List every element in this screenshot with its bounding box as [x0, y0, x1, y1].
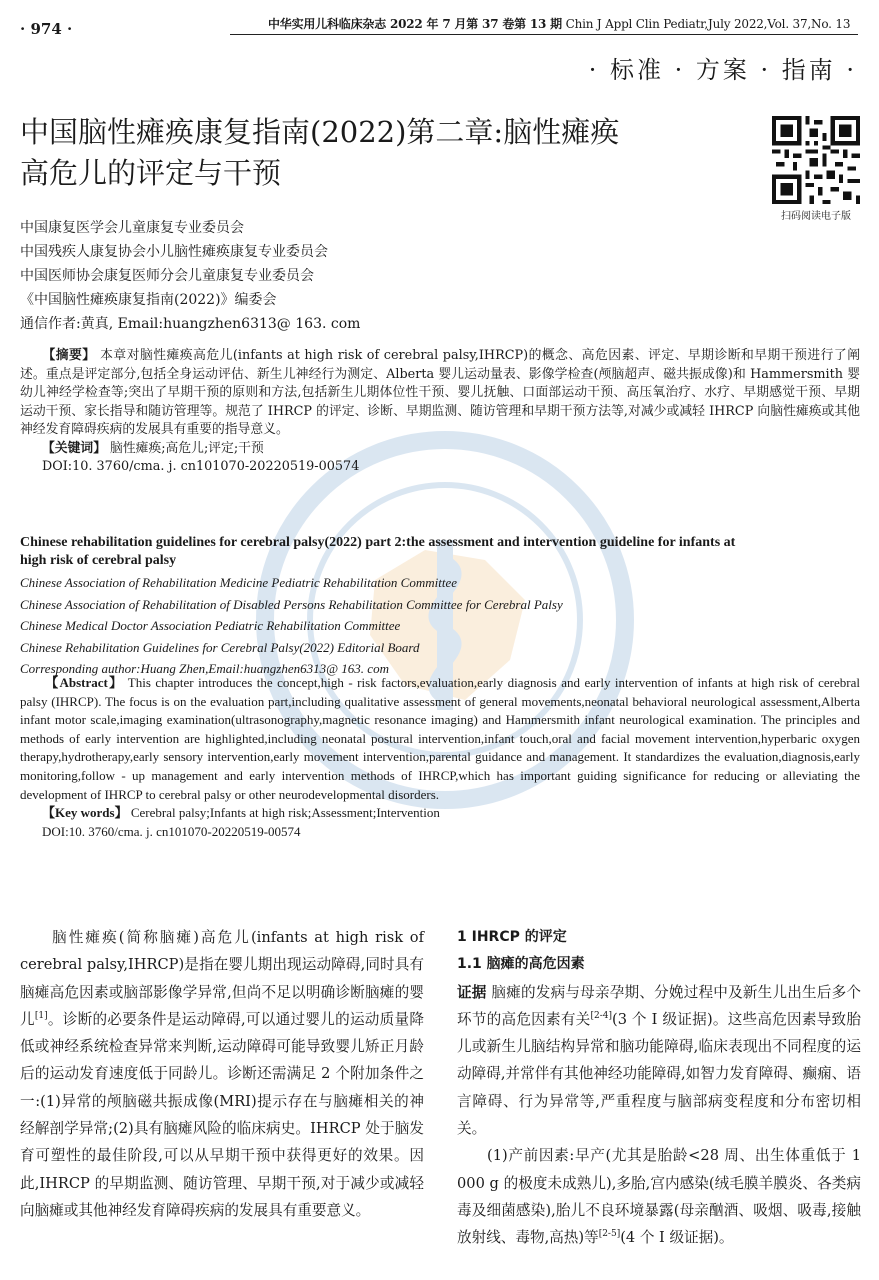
body-column-left: [20, 924, 424, 1224]
intro-text-b: 。诊断的必要条件是运动障碍,可以通过婴儿的运动质量降低或神经系统检查异常来判断,运动障碍可能导致婴儿矫正月龄后的运动发育速度低于同龄儿。诊断还需满足 2 个附加条件之一:(1)异常的颅脑磁共振成像(MRI)提示存在与脑瘫相关的神经解剖学异常;(2)具有脑瘫风险的临床病史。IHRCP 处于脑发育可塑性的最佳阶段,可以从早期干预中获得更好的效果。因此,IHRCP 的早期监测、随访管理、早期干预,对于减少或减轻向脑瘫或其他神经发育障碍疾病的发展具有重要意义。: [20, 1010, 424, 1219]
article-title-line1: 中国脑性瘫痪康复指南(2022)第二章:脑性瘫痪: [20, 115, 620, 149]
en-doi[interactable]: DOI:10. 3760/cma. j. cn101070-20220519-00574: [42, 823, 301, 839]
en-abstract: [20, 674, 860, 841]
evidence-paragraph: [457, 979, 861, 1143]
cn-abstract-text: 本章对脑性瘫痪高危儿(infants at high risk of cerebral palsy,IHRCP)的概念、高危因素、评定、早期诊断和早期干预进行了阐述。重点是评定部分,包括全身运动评估、新生儿神经行为测定、Alberta 婴儿运动量表、影像学检查(颅脑超声、磁共振成像)和 Hammersmith 婴幼儿神经学检查等;突出了早期干预的原则和方法,包括新生儿期体位性干预、婴儿抚触、口面部运动干预、高压氧治疗、水疗、早期感觉干预、早期运动干预、家长指导和随访管理等。规范了 IHRCP 的评定、诊断、早期监测、随访管理和早期干预方法等,对减少或减轻 IHRCP 向脑性瘫痪或其他神经发育障碍疾病的发展具有重要的指导意义。: [20, 348, 861, 437]
page-number: · 974 ·: [20, 20, 73, 38]
en-keywords-text: Cerebral palsy;Infants at high risk;Assessment;Intervention: [127, 805, 440, 821]
citation-ref-1[interactable]: [1]: [34, 1011, 48, 1022]
en-org-3: Chinese Medical Doctor Association Pediatric Rehabilitation Committee: [20, 618, 401, 633]
article-title-line2: 高危儿的评定与干预: [20, 155, 282, 190]
en-keywords-label: 【Key words】: [42, 805, 128, 821]
header-rule: [230, 34, 858, 35]
author-org-1: 中国康复医学会儿童康复专业委员会: [20, 220, 244, 236]
en-org-4: Chinese Rehabilitation Guidelines for Cerebral Palsy(2022) Editorial Board: [20, 639, 420, 655]
intro-text-a: 脑性瘫痪(简称脑瘫)高危儿(infants at high risk of cerebral palsy,IHRCP)是指在婴儿期出现运动障碍,同时具有脑瘫高危因素或脑部影像学异常,但尚不足以明确诊断脑瘫的婴儿: [20, 929, 424, 1028]
cn-keywords: [20, 440, 860, 459]
en-corresponding-author: Corresponding author:Huang Zhen,Email:huangzhen6313@ 163. com: [20, 661, 389, 676]
prenatal-text-b: (4 个 Ⅰ 级证据)。: [620, 1229, 734, 1247]
section-label: · 标准 · 方案 · 指南 ·: [588, 56, 857, 84]
citation-ref-2-4[interactable]: [2-4]: [590, 1011, 613, 1022]
article-title: [20, 112, 760, 193]
evidence-text-a: 脑瘫的发病与母亲孕期、分娩过程中及新生儿出生后多个环节的高危因素有关: [457, 983, 861, 1028]
en-org-1: Chinese Association of Rehabilitation Medicine Pediatric Rehabilitation Committee: [20, 575, 457, 590]
cn-doi[interactable]: DOI:10. 3760/cma. j. cn101070-20220519-00574: [42, 459, 360, 474]
section-heading-1-1: 1.1 脑瘫的高危因素: [457, 956, 585, 973]
citation-ref-2-5[interactable]: [2-5]: [598, 1229, 621, 1240]
cn-abstract-body: [20, 347, 860, 440]
author-org-2: 中国残疾人康复协会小儿脑性瘫痪康复专业委员会: [20, 244, 328, 260]
evidence-text-b: (3 个 Ⅰ 级证据)。这些高危因素导致胎儿或新生儿脑结构异常和脑功能障碍,临床表现出不同程度的运动障碍,并常伴有其他神经功能障碍,如智力发育障碍、癫痫、语言障碍、行为异常等,严重程度与脑部病变程度和分布密切相关。: [457, 1010, 861, 1138]
en-org-2: Chinese Association of Rehabilitation of Disabled Persons Rehabilitation Committee for Cerebral Palsy: [20, 596, 563, 612]
journal-header: [268, 15, 850, 32]
qr-code-icon[interactable]: [772, 116, 860, 204]
intro-paragraph: [20, 924, 424, 1224]
en-abstract-body: [20, 674, 860, 804]
cn-keywords-text: 脑性瘫痪;高危儿;评定;干预: [105, 440, 264, 456]
en-title: Chinese rehabilitation guidelines for cerebral palsy(2022) part 2:the assessment and intervention guideline for infants at high risk of cerebral palsy: [20, 535, 736, 568]
prenatal-text-a: (1)产前因素:早产(尤其是胎龄<28 周、出生体重低于 1 000 g 的极度未成熟儿),多胎,宫内感染(绒毛膜羊膜炎、各类病毒及细菌感染),胎儿不良环境暴露(母亲酗酒、吸烟、吸毒,接触放射线、毒物,高热)等: [457, 1147, 861, 1247]
evidence-label: 证据: [457, 983, 487, 1001]
en-abstract-label: 【Abstract】: [44, 675, 124, 690]
section-heading-1: 1 IHRCP 的评定: [457, 929, 567, 945]
author-list: [20, 216, 360, 336]
corresponding-author: 通信作者:黄真, Email:huangzhen6313@ 163. com: [20, 316, 361, 332]
en-author-list: [20, 572, 563, 680]
journal-header-en: Chin J Appl Clin Pediatr,July 2022,Vol. 37,No. 13: [565, 17, 851, 31]
journal-header-cn: 中华实用儿科临床杂志 2022 年 7 月第 37 卷第 13 期: [268, 17, 562, 31]
qr-caption: 扫码阅读电子版: [781, 211, 851, 222]
author-org-3: 中国医师协会康复医师分会儿童康复专业委员会: [20, 268, 314, 284]
en-keywords: [20, 804, 860, 823]
en-abstract-text: This chapter introduces the concept,high - risk factors,evaluation,early diagnosis and early intervention of infants at high risk of cerebral palsy (IHRCP). The focus is on the evaluation part,including qualitative assessment of general movements,neonatal behavioral neurological assessment,Alberta infant motor scale,imaging examination(ultrasonography,magnetic resonance imaging) and Hammersmith infant neurological examination. The principles and methods of early intervention are highlighted,including neonatal postural intervention,infant touch,oral and facial movement intervention,hyperbaric oxygen therapy,hydrotherapy,early sensory intervention,early movement intervention,parental guidance and management. It standardizes the evaluation,diagnosis,early monitoring,follow - up management and early intervention methods of IHRCP,which has important guiding significance for reducing or alleviating the development of IHRCP to cerebral palsy or other neurodevelopmental disorders.: [20, 675, 860, 802]
cn-abstract-label: 【摘要】: [42, 348, 96, 363]
cn-keywords-label: 【关键词】: [42, 440, 106, 456]
prenatal-paragraph: [457, 1142, 861, 1251]
body-column-right: [457, 924, 861, 1252]
cn-abstract: [20, 347, 860, 477]
author-org-4: 《中国脑性瘫痪康复指南(2022)》编委会: [20, 292, 277, 308]
